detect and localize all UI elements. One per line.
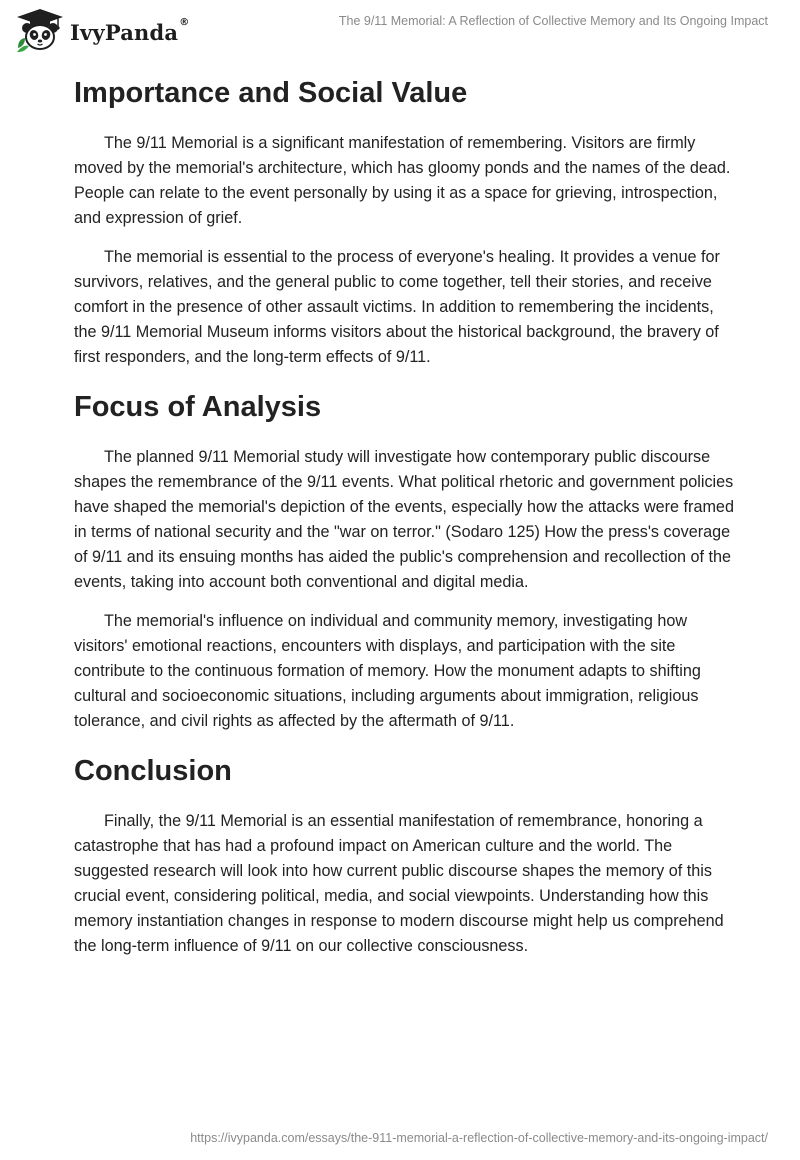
paragraph: The planned 9/11 Memorial study will investigate how contemporary public discourse shapes the remembrance of the 9/11 events. What political rhetoric and government policies have shaped the memorial's depiction of the events, especially how the attacks were framed in terms of national security and the "war on terror." (Sodaro 125) How the press's coverage of 9/11 and its ensuing months has aided the public's comprehension and recollection of the events, taking into account both conventional and digital media. (74, 448, 734, 591)
document-title: The 9/11 Memorial: A Reflection of Collective Memory and Its Ongoing Impact (338, 14, 768, 28)
paragraph: The memorial is essential to the process of everyone's healing. It provides a venue for survivors, relatives, and the general public to come together, tell their stories, and receive comfort in the presence of other assault victims. In addition to remembering the incidents, the 9/11 Memorial Museum informs visitors about the historical background, the bravery of first responders, and the long-term effects of 9/11. (74, 248, 720, 366)
section-heading-focus: Focus of Analysis (74, 391, 322, 423)
section-heading-conclusion: Conclusion (74, 755, 232, 787)
source-url-link[interactable]: https://ivypanda.com/essays/the-911-memorial-a-reflection-of-collective-memory-and-its-ongoing-impact/ (190, 1131, 768, 1145)
logo-wordmark-text: IvyPanda (70, 19, 179, 45)
essay-content (74, 68, 734, 959)
panda-graduate-icon (14, 8, 66, 54)
logo-wordmark (70, 16, 190, 45)
page-header (0, 0, 800, 60)
paragraph: Finally, the 9/11 Memorial is an essential manifestation of remembrance, honoring a catastrophe that has had a profound impact on American culture and the world. The suggested research will look into how current public discourse shapes the memory of this crucial event, considering political, media, and social viewpoints. Understanding how this memory instantiation changes in response to modern discourse might help us comprehend the long-term influence of 9/11 on our collective consciousness. (74, 812, 724, 955)
paragraph: The 9/11 Memorial is a significant manifestation of remembering. Visitors are firmly moved by the memorial's architecture, which has gloomy ponds and the names of the dead. People can relate to the event personally by using it as a space for grieving, introspection, and expression of grief. (74, 134, 731, 227)
paragraph: The memorial's influence on individual and community memory, investigating how visitors' emotional reactions, encounters with displays, and participation with the site contribute to the continuous formation of memory. How the monument adapts to shifting cultural and socioeconomic situations, including arguments about immigration, religious tolerance, and civil rights as affected by the aftermath of 9/11. (74, 612, 701, 730)
ivypanda-logo[interactable] (14, 8, 189, 54)
section-heading-importance: Importance and Social Value (74, 77, 468, 109)
registered-mark: ® (179, 16, 190, 28)
